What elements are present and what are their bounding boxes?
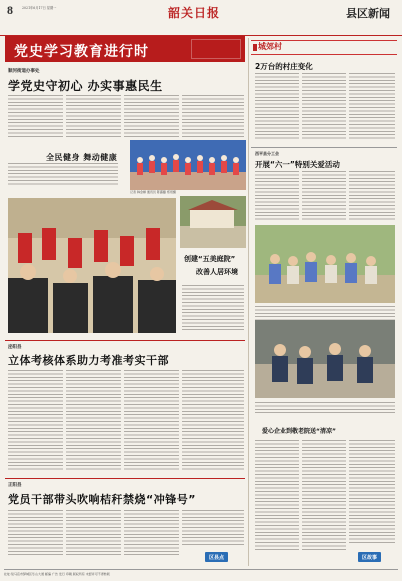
section2-headline: 立体考核体系助力考准考实干部 <box>8 354 169 367</box>
section-divider <box>251 147 397 148</box>
article-body-col3 <box>124 95 179 137</box>
right-header-title: 城郊村 <box>258 42 282 51</box>
quote-headline-2: 改善人居环境 <box>196 268 238 276</box>
right-bottom-body-col3 <box>349 440 395 545</box>
tag-county-story: 区故事 <box>358 552 381 562</box>
section3-body-col1 <box>8 510 63 556</box>
nursing-home-photo <box>255 320 395 398</box>
topic-banner <box>5 36 245 62</box>
section3-headline: 党员干部带头吹响桔秆禁烧“冲锋号” <box>8 493 196 506</box>
courtyard-photo <box>180 196 246 248</box>
section3-body-col4 <box>182 510 244 546</box>
footer-text: 社址:驻马店市驿城区乐山大道 邮编 广告 发行 印刷 版权所有 未经许可不得转载 <box>4 572 110 576</box>
article-body-col4 <box>182 95 244 137</box>
section2-body-col1 <box>8 370 63 470</box>
children-photo <box>255 225 395 303</box>
date-line: 2021年6月17日 星期一 <box>22 6 57 10</box>
section-divider <box>5 340 245 341</box>
right-top-body-col3 <box>349 73 395 141</box>
quote-headline-1: 创建“五美庭院” <box>184 255 236 263</box>
section2-body-col3 <box>124 370 179 470</box>
dance-photo <box>130 140 246 190</box>
crowd-photo <box>8 198 176 333</box>
right-header-marker <box>253 44 257 51</box>
section2-kicker: 泌阳县 <box>8 345 22 350</box>
right-top-body-col1 <box>255 73 299 141</box>
section3-body-col3 <box>124 510 179 556</box>
right-top-body-col2 <box>302 73 346 141</box>
section3-kicker: 正阳县 <box>8 483 22 488</box>
banner-title: 党史学习教育进行时 <box>14 44 149 60</box>
right-middle-headline: 开展“六一”特别关爱活动 <box>255 160 340 169</box>
right-middle-body-col2 <box>302 171 346 221</box>
right-header <box>251 36 397 58</box>
nursing-home-caption <box>255 402 395 414</box>
photo-caption-text <box>8 163 118 185</box>
column-separator <box>248 38 249 566</box>
banner-decoration <box>191 39 241 59</box>
footer <box>4 569 398 579</box>
paper-logo: 韶关日报 <box>168 6 221 20</box>
right-middle-body-col1 <box>255 171 299 221</box>
tag-county-point: 区县点 <box>205 552 228 562</box>
section-divider <box>5 478 245 479</box>
right-bottom-headline: 爱心企业到敬老院送“清凉” <box>262 428 336 435</box>
right-top-headline: 2万台的村庄变化 <box>255 62 313 71</box>
article-body-col1 <box>8 95 63 137</box>
right-bottom-body-col2 <box>302 440 346 550</box>
article-kicker: 顺河街道办事处 <box>8 69 40 74</box>
section-name: 县区新闻 <box>346 7 390 20</box>
right-middle-body-col3 <box>349 171 395 221</box>
article-body-col2 <box>66 95 121 137</box>
masthead <box>0 0 402 36</box>
page-number: 8 <box>7 3 13 17</box>
section2-body-col2 <box>66 370 121 470</box>
article-headline: 学党史守初心 办实事惠民生 <box>8 79 163 93</box>
section2-body-col4 <box>182 370 244 470</box>
photo-credit: 记者 韩金娣 通讯员 陈露璐 郑贯摄 <box>130 190 176 194</box>
right-middle-kicker: 西平县分工会 <box>255 151 279 156</box>
right-bottom-body-col1 <box>255 440 299 550</box>
photo-caption-title: 全民健身 舞动健康 <box>46 153 118 162</box>
section3-body-col2 <box>66 510 121 556</box>
courtyard-body <box>182 285 244 330</box>
